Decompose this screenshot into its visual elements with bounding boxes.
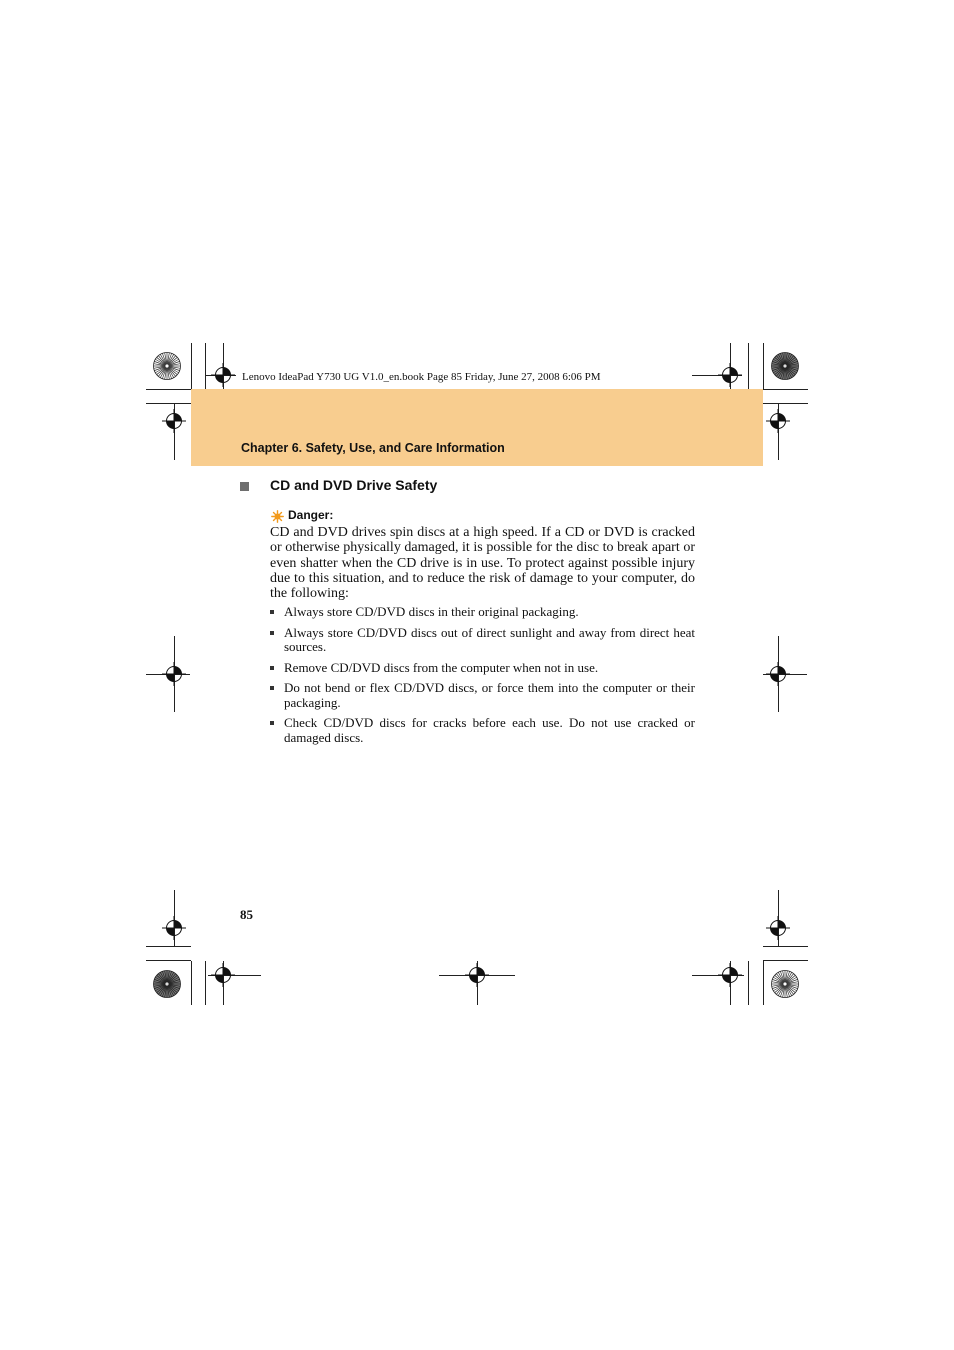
crop-mark [748, 961, 749, 1005]
crop-mark [763, 961, 764, 1005]
crop-mark [191, 343, 192, 389]
crop-mark [763, 389, 808, 390]
danger-label: Danger: [288, 508, 334, 522]
bullet-icon [270, 610, 274, 614]
color-wheel-icon [771, 352, 799, 380]
list-item-text: Check CD/DVD discs for cracks before each use. Do not use cracked or damaged discs. [284, 715, 695, 745]
bullet-icon [270, 666, 274, 670]
crop-mark [146, 960, 191, 961]
section-bullet-icon [240, 482, 249, 491]
crop-mark [763, 403, 808, 404]
list-item-text: Remove CD/DVD discs from the computer when not in use. [284, 659, 599, 675]
color-wheel-icon [153, 352, 181, 380]
chapter-heading: Chapter 6. Safety, Use, and Care Information [241, 441, 505, 455]
list-item-text: Always store CD/DVD discs out of direct sunlight and away from direct heat sources. [284, 624, 695, 654]
crop-mark [146, 389, 191, 390]
crop-mark [191, 961, 192, 1005]
crop-mark [763, 343, 764, 389]
sunburst-danger-icon [271, 510, 284, 523]
bullet-icon [270, 721, 274, 725]
crop-mark [205, 961, 206, 1005]
bullet-icon [270, 686, 274, 690]
page-number: 85 [240, 907, 253, 922]
danger-paragraph: CD and DVD drives spin discs at a high speed. If a CD or DVD is cracked or otherwise physically damaged, it is possible for the disc to break apart or even shatter when the CD drive is in use. To protect against possible injury due to this situation, and to reduce the risk of damage to your computer, do the following: [270, 525, 695, 602]
crop-mark [763, 960, 808, 961]
list-item [270, 681, 695, 710]
color-wheel-icon [771, 970, 799, 998]
book-slug-line: Lenovo IdeaPad Y730 UG V1.0_en.book Page 85 Friday, June 27, 2008 6:06 PM [242, 371, 601, 383]
list-item [270, 716, 695, 745]
list-item-text: Do not bend or flex CD/DVD discs, or force them into the computer or their packaging. [284, 680, 695, 710]
color-wheel-icon [153, 970, 181, 998]
bullet-icon [270, 631, 274, 635]
safety-list [270, 605, 695, 751]
crop-mark [763, 946, 808, 947]
crop-mark [146, 403, 191, 404]
list-item [270, 605, 695, 620]
crop-mark [205, 343, 206, 389]
list-item [270, 661, 695, 676]
section-title: CD and DVD Drive Safety [270, 477, 438, 493]
list-item [270, 626, 695, 655]
crop-mark [748, 343, 749, 389]
list-item-text: Always store CD/DVD discs in their original packaging. [284, 604, 579, 619]
crop-mark [146, 946, 191, 947]
